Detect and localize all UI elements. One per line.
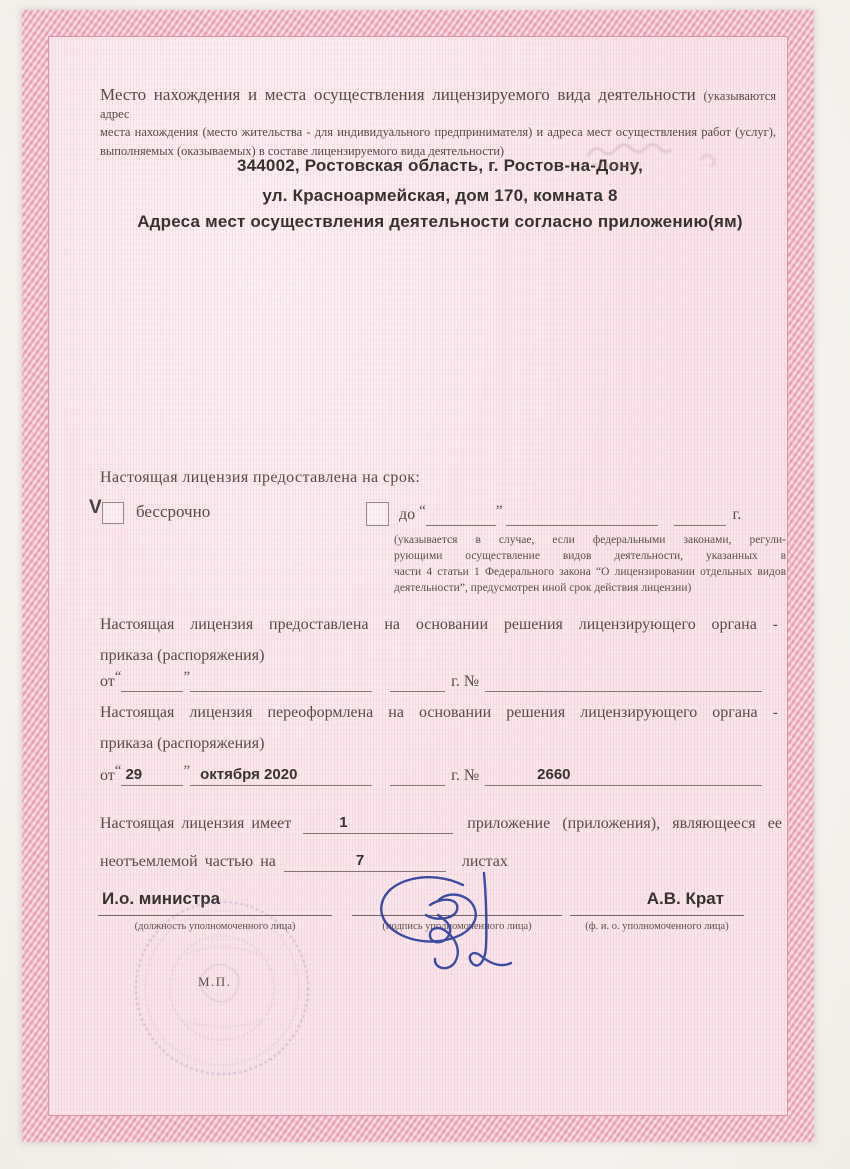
reissued-clause-line2: приказа (распоряжения)	[100, 735, 265, 752]
term-note	[394, 532, 786, 596]
until-row	[366, 498, 741, 526]
reissued-clause-line1: Настоящая лицензия переоформлена на основании решения лицензирующего органа -	[100, 704, 778, 721]
appendix-after-sheets: листах	[461, 853, 508, 870]
until-label: до	[399, 506, 416, 523]
reissued-day-blank	[121, 767, 183, 786]
address-line-1: 344002, Ростовская область, г. Ростов-на-Дону,	[236, 156, 644, 175]
quote-close: ”	[183, 763, 191, 779]
appendix-before-sheets: неотъемлемой частью на	[100, 853, 276, 870]
until-checkbox	[366, 502, 389, 526]
address-line-2: ул. Красноармейская, дом 170, комната 8	[262, 186, 618, 205]
term-note-line: (указывается в случае, если федеральными законами, регули-	[394, 534, 786, 546]
quote-open: “	[114, 763, 122, 779]
location-clause-line1	[100, 84, 776, 123]
from-label: от	[100, 767, 115, 784]
name-signature-line	[570, 915, 744, 916]
year-no-label: г. №	[451, 767, 480, 784]
year-suffix: г.	[732, 506, 742, 523]
blank-gap	[658, 498, 674, 526]
granted-day-blank	[121, 688, 183, 692]
granted-clause-line1: Настоящая лицензия предоставлена на основании решения лицензирующего органа -	[100, 616, 778, 633]
granted-clause-line2: приказа (распоряжения)	[100, 647, 265, 664]
granted-date-row	[100, 666, 762, 692]
signer-position: И.о. министра	[102, 889, 221, 908]
signature-ink	[368, 863, 553, 1018]
caption-name: (ф. и. о. уполномоченного лица)	[585, 921, 729, 932]
ink-bleed-artifact	[581, 124, 753, 183]
year-no-label: г. №	[451, 673, 480, 690]
until-year-blank	[674, 498, 726, 526]
term-note-line: рующими осуществление видов деятельности, указанных в	[394, 550, 786, 562]
quote-open: “	[419, 503, 426, 519]
term-note-line: деятельности”, предусмотрен иной срок действия лицензии)	[394, 582, 692, 594]
appendix-after-count: приложение (приложения), являющееся ее	[467, 815, 782, 832]
blank-gap	[372, 666, 390, 692]
license-page	[22, 10, 814, 1142]
caption-signature: (подпись уполномоченного лица)	[382, 921, 532, 932]
reissued-month-value: октября 2020	[200, 766, 298, 783]
granted-year-blank	[390, 691, 445, 692]
until-day-blank	[426, 498, 496, 526]
reissued-clause	[100, 702, 778, 755]
reissued-month-blank	[190, 767, 372, 786]
blank-gap	[372, 750, 390, 786]
stamp-place-label: М.П.	[198, 974, 232, 989]
granted-number-value	[485, 688, 537, 691]
location-clause-note-start: (указываются адрес	[100, 89, 776, 121]
reissued-number-value: 2660	[537, 766, 571, 783]
quote-open: “	[114, 669, 122, 685]
appendix-before-count: Настоящая лицензия имеет	[100, 815, 292, 832]
appendix-count-row	[100, 804, 782, 834]
granted-clause	[100, 614, 778, 667]
from-label: от	[100, 673, 115, 690]
caption-position: (должность уполномоченного лица)	[134, 921, 296, 932]
perpetual-checkbox	[102, 502, 124, 524]
location-clause-line3: выполняемых (оказываемых) в составе лицензируемого вида деятельности)	[100, 144, 505, 158]
reissued-date-row	[100, 750, 762, 786]
appendix-sheets-value: 7	[355, 852, 365, 869]
quote-close: ”	[495, 503, 503, 519]
perpetual-label: бессрочно	[136, 502, 211, 521]
reissued-day-value: 29	[125, 766, 143, 783]
location-clause-main: Место нахождения и места осуществления лицензируемого вида деятельности	[100, 85, 704, 104]
reissued-number-blank	[485, 767, 762, 786]
signer-name: А.В. Крат	[646, 889, 724, 908]
appendix-count-blank	[303, 804, 453, 834]
check-mark: V	[89, 497, 102, 518]
term-note-line: части 4 статьи 1 Федерального закона “О лицензировании отдельных видов	[394, 566, 786, 578]
appendix-count-value: 1	[339, 814, 348, 831]
granted-month-blank	[190, 688, 372, 692]
location-clause-line2: места нахождения (место жительства - для индивидуального предпринимателя) и адреса мест осуществления работ (услуг),	[100, 125, 776, 139]
granted-number-blank	[485, 688, 762, 692]
address-line-3: Адреса мест осуществления деятельности согласно приложению(ям)	[137, 212, 743, 231]
until-month-blank	[506, 498, 658, 526]
term-heading: Настоящая лицензия предоставлена на срок:	[100, 469, 421, 486]
official-stamp	[122, 880, 322, 1080]
reissued-year-blank	[390, 785, 445, 786]
quote-close: ”	[183, 669, 191, 685]
